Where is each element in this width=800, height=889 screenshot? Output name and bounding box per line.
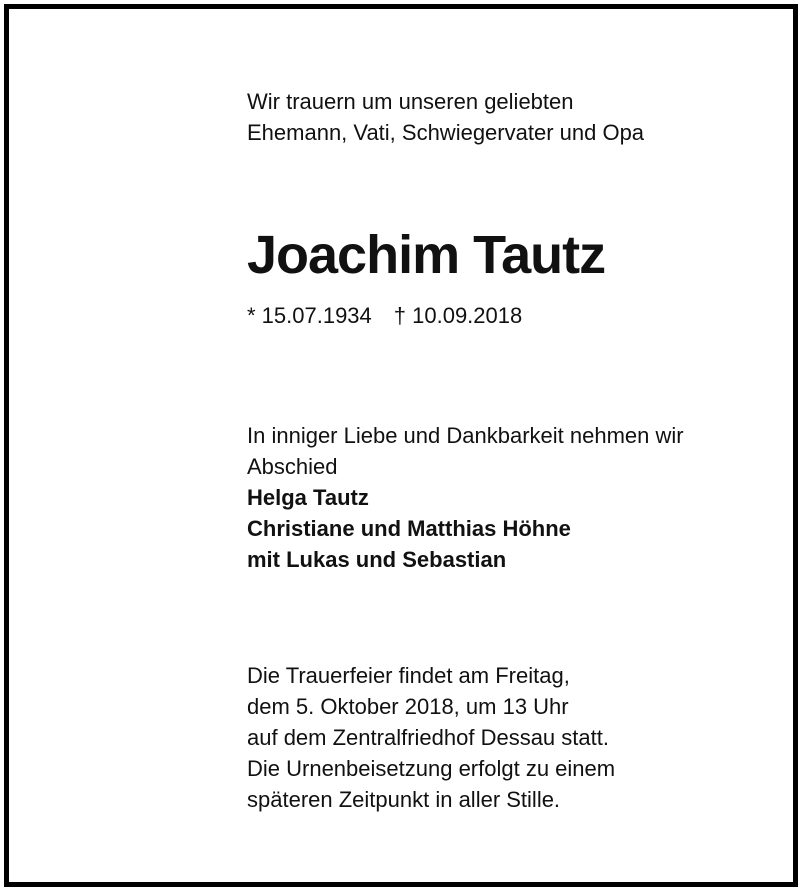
life-dates <box>247 300 522 331</box>
mourner-name: Christiane und Matthias Höhne <box>247 516 571 541</box>
service-line: Die Trauerfeier findet am Freitag, <box>247 663 570 688</box>
service-line: dem 5. Oktober 2018, um 13 Uhr <box>247 694 569 719</box>
service-info <box>247 660 615 815</box>
intro-line: Wir trauern um unseren geliebten <box>247 89 574 114</box>
service-line: Die Urnenbeisetzung erfolgt zu einem <box>247 756 616 781</box>
deceased-name: Joachim Tautz <box>247 225 606 285</box>
service-line: späteren Zeitpunkt in aller Stille. <box>247 787 561 812</box>
mourner-name: mit Lukas und Sebastian <box>247 547 507 572</box>
service-line: auf dem Zentralfriedhof Dessau statt. <box>247 725 609 750</box>
birth-date: * 15.07.1934 <box>247 303 372 328</box>
farewell-line: In inniger Liebe und Dankbarkeit nehmen wir <box>247 423 684 448</box>
mourner-name: Helga Tautz <box>247 485 369 510</box>
family-block <box>247 420 684 575</box>
intro-text <box>247 86 644 148</box>
death-date: † 10.09.2018 <box>393 303 523 328</box>
farewell-line: Abschied <box>247 454 338 479</box>
intro-line: Ehemann, Vati, Schwiegervater und Opa <box>247 120 645 145</box>
